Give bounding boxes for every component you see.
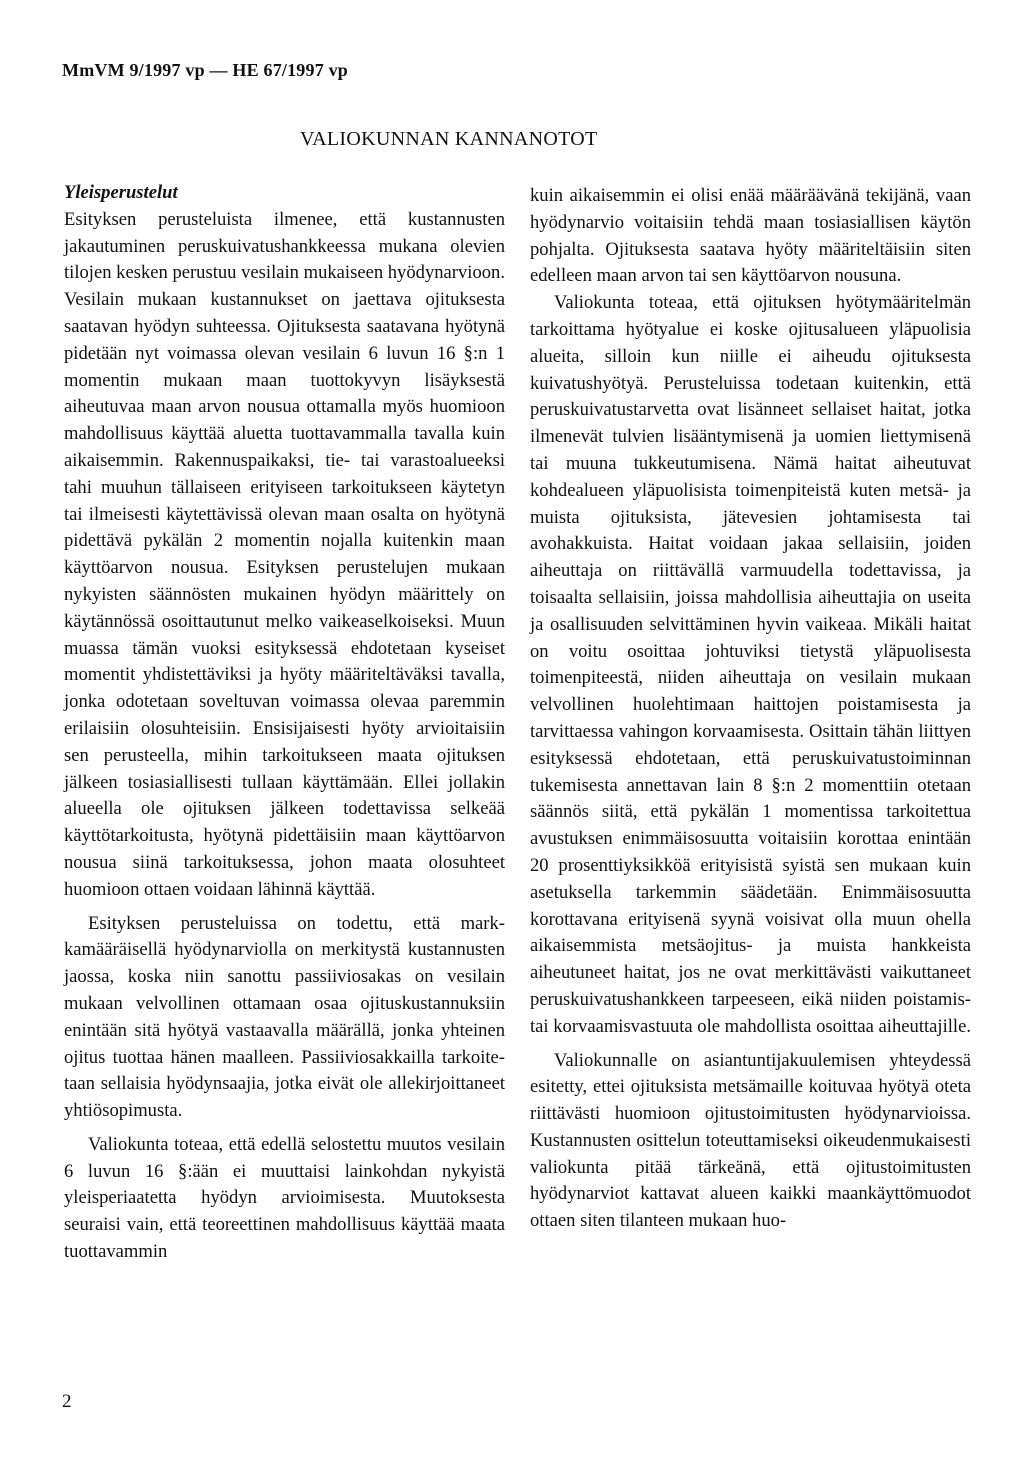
subheading: Yleisperustelut <box>64 182 178 203</box>
paragraph: Valiokunnalle on asiantuntijakuulemisen yhteydessä esitetty, ettei ojituksista metsämaille koituvaa hyötyä oteta riittävästi huomioon ojitustoimitusten hyödynarvioissa. Kustannusten osittelun toteuttamiseksi oikeudenmukaisesti valiokunta pitää tärkeänä, että ojitustoimitusten hyödynarviot kattavat alueen kaikki maankäyttömuodot ottaen siten tilanteen mukaan huo- <box>530 1049 971 1232</box>
paragraph: Esityksen perusteluissa on todettu, että markkamääräisellä hyödynarviolla on merkitystä kustannusten jaossa, koska niin sanottu passiiviosakas on vesilain mukaan velvollinen ottamaan osaa ojituskustannuksiin enintään sitä hyötyä vastaavalla määrällä, jonka yhteinen ojitus tuottaa hänen maalleen. Passiiviosakkailla tarkoitetaan sellaisia hyödynsaajia, jotka eivät ole allekirjoittaneet yhtiösopimusta. <box>64 912 505 1122</box>
page-number: 2 <box>62 1391 72 1412</box>
paragraph: Esityksen perusteluista ilmenee, että kustannusten jakautuminen peruskuivatushankkeessa mukana olevien tilojen kesken perustuu vesilain mukaiseen hyödynarvioon. Vesilain mukaan kustannukset on jaettava ojituksesta saatavan hyödyn suhteessa. Ojituksesta saatavana hyötynä pidetään nyt voimassa olevan vesilain 6 luvun 16 §:n 1 momentin mukaan maan tuottokyvyn lisäyksestä aiheutuvaa maan arvon nousua ottamalla myös huomioon mahdollisuus käyttää aluetta tuottavammalla tavalla kuin aikaisemmin. Rakennuspaikaksi, tie- tai varastoalueeksi tahi muuhun tällaiseen erityiseen tarkoitukseen käytetyn tai ilmeisesti käytettävissä olevan maan osalta on hyötynä pidettävä pykälän 2 momentin nojalla kuitenkin maan käyttöarvon nousua. Esityksen perustelujen mukaan nykyisten säännösten mukainen hyödyn määrittely on käytännössä osoittautunut melko vaikeaselkoiseksi. Muun muassa tämän vuoksi esityksessä ehdotetaan kyseiset momentit yhdistettäviksi ja hyöty määriteltäväksi tavalla, jonka odotetaan soveltuvan voimassa olevaa paremmin erilaisiin olosuhteisiin. Ensisijaisesti hyöty arvioitaisiin sen perusteella, mihin tarkoitukseen maata ojituksen jälkeen tosiasiallisesti tullaan käyttämään. Ellei jollakin alueella ole ojituksen jälkeen todettavissa selkeää käyttötarkoitusta, hyötynä pidettäisiin maan käyttöarvon nousua siinä tarkoituksessa, johon maata olosuhteet huomioon ottaen voidaan lähinnä käyttää. <box>64 208 505 900</box>
running-head: MmVM 9/1997 vp — HE 67/1997 vp <box>62 60 349 80</box>
right-column <box>530 183 971 1235</box>
paragraph: Valiokunta toteaa, että edellä selostettu muutos vesilain 6 luvun 16 §:ään ei muuttaisi lainkohdan nykyistä yleisperiaatetta hyödyn arvioimisesta. Muutoksesta seuraisi vain, että teoreettinen mahdollisuus käyttää maata tuottavammin <box>64 1133 505 1263</box>
paragraph: kuin aikaisemmin ei olisi enää määräävänä tekijänä, vaan hyödynarvio voitaisiin tehdä maan tosiasiallisen käytön pohjalta. Ojituksesta saatava hyöty määriteltäisiin siten edelleen maan arvon tai sen käyttöarvon nousuna. <box>530 185 971 287</box>
paragraph: Valiokunta toteaa, että ojituksen hyötymääritelmän tarkoittama hyötyalue ei koske ojitusalueen yläpuolisia alueita, silloin kun niille ei aiheudu ojituksesta kuivatushyötyä. Perusteluissa todetaan kuitenkin, että peruskuivatustarvetta ovat lisänneet sellaiset haitat, jotka ilmenevät tulvien lisääntymisenä ja uomien liettymisenä tai muuna tukkeutumisena. Nämä haitat aiheutuvat kohdealueen yläpuolisista toimenpiteistä kuten metsä- ja muista ojituksista, jätevesien johtamisesta tai avohakkuista. Haitat voidaan jakaa sellaisiin, joiden aiheuttaja on riittävällä varmuudella todettavissa, ja toisaalta sellaisiin, joissa mahdollisia aiheuttajia on useita ja osallisuuden selvittäminen hyvin vaikeaa. Mikäli haitat on voitu osoittaa johtuviksi tietystä yläpuolisesta toimenpiteestä, niiden aiheuttaja on vesilain mukaan velvollinen huolehtimaan haittojen poistamisesta ja tarvittaessa vahingon korvaamisesta. Osittain tähän liittyen esityksessä ehdotetaan, että peruskuivatustoiminnan tukemisesta annettavan lain 8 §:n 2 momenttiin otetaan säännös siitä, että pykälän 1 momentissa tarkoitettua avustuksen enimmäisosuutta voitaisiin korottaa enintään 20 prosenttiyksikköä erityisistä syistä sen mukaan kuin asetuksella tarkemmin säädetään. Enimmäisosuutta korottavana erityisenä syynä voisivat olla muun ohella aikaisemmista metsäojitus- ja muista hankkeista aiheutuneet haitat, jos ne ovat merkittävästi vaikuttaneet peruskuivatushankkeen tarpeeseen, eikä niiden poistamis- tai korvaamisvastuuta ole mahdollista osoittaa aiheuttajille. <box>530 292 971 1037</box>
left-column <box>64 180 505 1266</box>
section-heading: VALIOKUNNAN KANNANOTOT <box>300 128 598 150</box>
